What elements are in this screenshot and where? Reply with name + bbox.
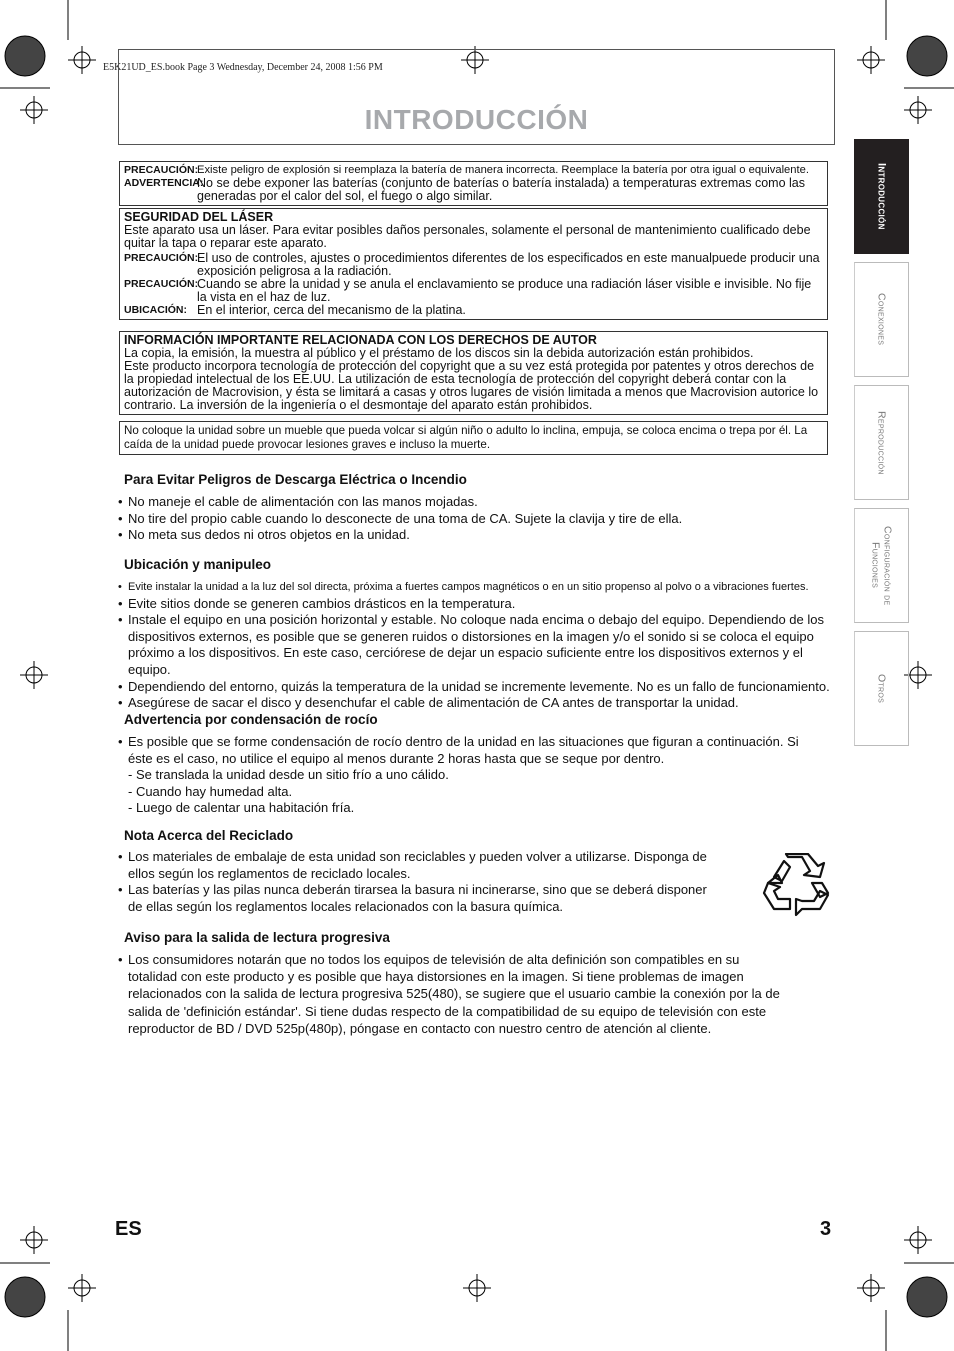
copyright-heading: INFORMACIÓN IMPORTANTE RELACIONADA CON LOS DERECHOS DE AUTOR — [124, 333, 597, 347]
laser-item — [124, 304, 823, 317]
shock-list — [118, 494, 838, 544]
laser-item-label: UBICACIÓN: — [124, 304, 187, 316]
laser-safety-box — [119, 208, 828, 320]
tab-configuracion[interactable] — [854, 508, 909, 623]
tab-introduccion[interactable] — [854, 139, 909, 254]
section-heading-recycling: Nota Acerca del Reciclado — [124, 828, 294, 843]
page-title: INTRODUCCIÓN — [364, 104, 589, 135]
list-item: • No meta sus dedos ni otros objetos en la unidad. — [118, 527, 838, 544]
recycling-list — [118, 849, 718, 915]
tab-label: Conexiones — [875, 293, 888, 346]
book-info-line: E5K21UD_ES.book Page 3 Wednesday, December 24, 2008 1:56 PM — [103, 62, 383, 73]
copyright-box — [119, 331, 828, 415]
tab-label: Otros — [875, 673, 888, 704]
copyright-paragraph: La copia, la emisión, la muestra al público y el préstamo de los discos sin la debida autorización están prohibidos. — [124, 346, 754, 360]
section-heading-shock: Para Evitar Peligros de Descarga Eléctrica o Incendio — [124, 472, 467, 487]
furniture-warning-box — [119, 421, 828, 455]
tab-label: Configuración de Funciones — [869, 525, 894, 606]
laser-heading: SEGURIDAD DEL LÁSER — [124, 210, 274, 224]
section-heading-progressive: Aviso para la salida de lectura progresiva — [124, 930, 390, 945]
list-item: • No tire del propio cable cuando lo desconecte de una toma de CA. Sujete la clavija y tire de ella. — [118, 511, 838, 528]
progressive-list — [118, 951, 788, 1037]
list-item: • Es posible que se forme condensación de rocío dentro de la unidad en las situaciones que figuran a continuación. Si éste es el caso, no utilice el equipo al menos durante 2 horas hasta que se seque por dentro. — [118, 734, 808, 767]
section-heading-location: Ubicación y manipuleo — [124, 557, 272, 572]
precaution-label: PRECAUCIÓN: — [124, 164, 199, 176]
language-marker: ES — [115, 1218, 142, 1240]
list-item: • Los consumidores notarán que no todos los equipos de televisión de alta definición son compatibles en su totalidad con este producto y es posible que haya distorsiones en la imagen. Si tiene problemas de imagen relacionados con la salida de lectura progresiva 525(480), se sugiere que el usuario cambie la conexión por la de salida de 'definición estándar'. Si tiene dudas respecto de la compatibilidad de su equipo de televisión con este reproductor de BD / DVD 525p(480p), póngase en contacto con nuestro centro de atención al cliente. — [118, 951, 788, 1037]
list-item: • Los materiales de embalaje de esta unidad son reciclables y pueden volver a utilizarse. Disponga de ellos según los reglamentos de reciclado locales. — [118, 849, 718, 882]
section-heading-condensation: Advertencia por condensación de rocío — [124, 712, 378, 727]
tab-label: Introducción — [875, 163, 888, 230]
tab-conexiones[interactable] — [854, 262, 909, 377]
laser-item — [124, 252, 823, 278]
furniture-warning-text: No coloque la unidad sobre un mueble que pueda volcar si algún niño o adulto lo inclina, empuja, se coloca encima o trepa por él. La caída de la unidad puede provocar lesiones graves e incluso la muerte. — [124, 424, 808, 451]
laser-intro: Este aparato usa un láser. Para evitar posibles daños personales, solamente el personal de mantenimiento cualificado debe quitar la tapa o reparar este aparato. — [124, 223, 811, 250]
laser-item — [124, 278, 823, 304]
list-item: • Evite sitios donde se generen cambios drásticos en la temperatura. — [118, 596, 838, 613]
list-item: • Evite instalar la unidad a la luz del sol directa, próxima a fuertes campos magnéticos o en un sitio propenso al polvo o a vibraciones fuertes. — [118, 579, 838, 596]
condition-line: - Luego de calentar una habitación fría. — [128, 800, 355, 816]
warning-text: No se debe exponer las baterías (conjunto de baterías o batería instalada) a temperaturas extremas como las generadas por el calor del sol, el fuego o algo similar. — [197, 176, 805, 203]
condition-line: - Cuando hay humedad alta. — [128, 783, 293, 799]
laser-item-text: En el interior, cerca del mecanismo de la platina. — [197, 303, 466, 317]
location-list — [118, 579, 838, 712]
list-item: • Las baterías y las pilas nunca deberán tirarsea la basura ni incinerarse, sino que se deberá disponer de ellas según los reglamentos locales relacionados con la basura química. — [118, 882, 718, 915]
list-item: • Dependiendo del entorno, quizás la temperatura de la unidad se incremente levemente. No es un fallo de funcionamiento. — [118, 679, 838, 696]
warning-row — [124, 177, 823, 203]
list-item: • No maneje el cable de alimentación con las manos mojadas. — [118, 494, 838, 511]
condensation-list — [118, 734, 808, 817]
warning-label: ADVERTENCIA: — [124, 177, 204, 189]
laser-item-label: PRECAUCIÓN: — [124, 252, 199, 264]
laser-item-label: PRECAUCIÓN: — [124, 278, 199, 290]
battery-warning-box — [119, 161, 828, 206]
tab-reproduccion[interactable] — [854, 385, 909, 500]
laser-item-text: Cuando se abre la unidad y se anula el enclavamiento se produce una radiación láser visible e invisible. No fije la vista en el haz de luz. — [197, 277, 812, 304]
recycle-icon — [762, 853, 830, 919]
condition-line: - Se translada la unidad desde un sitio frío a uno cálido. — [128, 767, 449, 783]
tab-otros[interactable] — [854, 631, 909, 746]
precaution-text: Existe peligro de explosión si reemplaza la batería de manera incorrecta. Reemplace la batería por otra igual o equivalente. — [197, 164, 809, 176]
laser-item-text: El uso de controles, ajustes o procedimientos diferentes de los especificados en este manualpuede producir una exposición peligrosa a la radiación. — [197, 251, 820, 278]
page-number: 3 — [820, 1218, 832, 1240]
list-item: • Instale el equipo en una posición horizontal y estable. No coloque nada encima o debajo del equipo. Dependiendo de los dispositivos externos, es posible que se generen ruidos o distorsiones en la imagen y/o el sonido si se coloca el equipo próximo a los dispositivos. En este caso, cerciórese de dejar un espacio suficiente entre los dispositivos externos y el equipo. — [118, 612, 838, 678]
tab-label: Reproducción — [875, 410, 888, 475]
list-item: • Asegúrese de sacar el disco y desenchufar el cable de alimentación de CA antes de transportar la unidad. — [118, 695, 838, 712]
copyright-paragraph: Este producto incorpora tecnología de protección del copyright que a su vez está protegida por patentes y otros derechos de la propiedad intelectual de los EE.UU. La utilización de esta tecnología de protección del copyright deberá contar con la autorización de Macrovision, y ésta se limitará a casas y otros lugares de visión limitada a menos que Macrovision autorice lo contrario. La inversión de la ingeniería o el desmontaje del aparato están prohibidos. — [124, 359, 819, 412]
